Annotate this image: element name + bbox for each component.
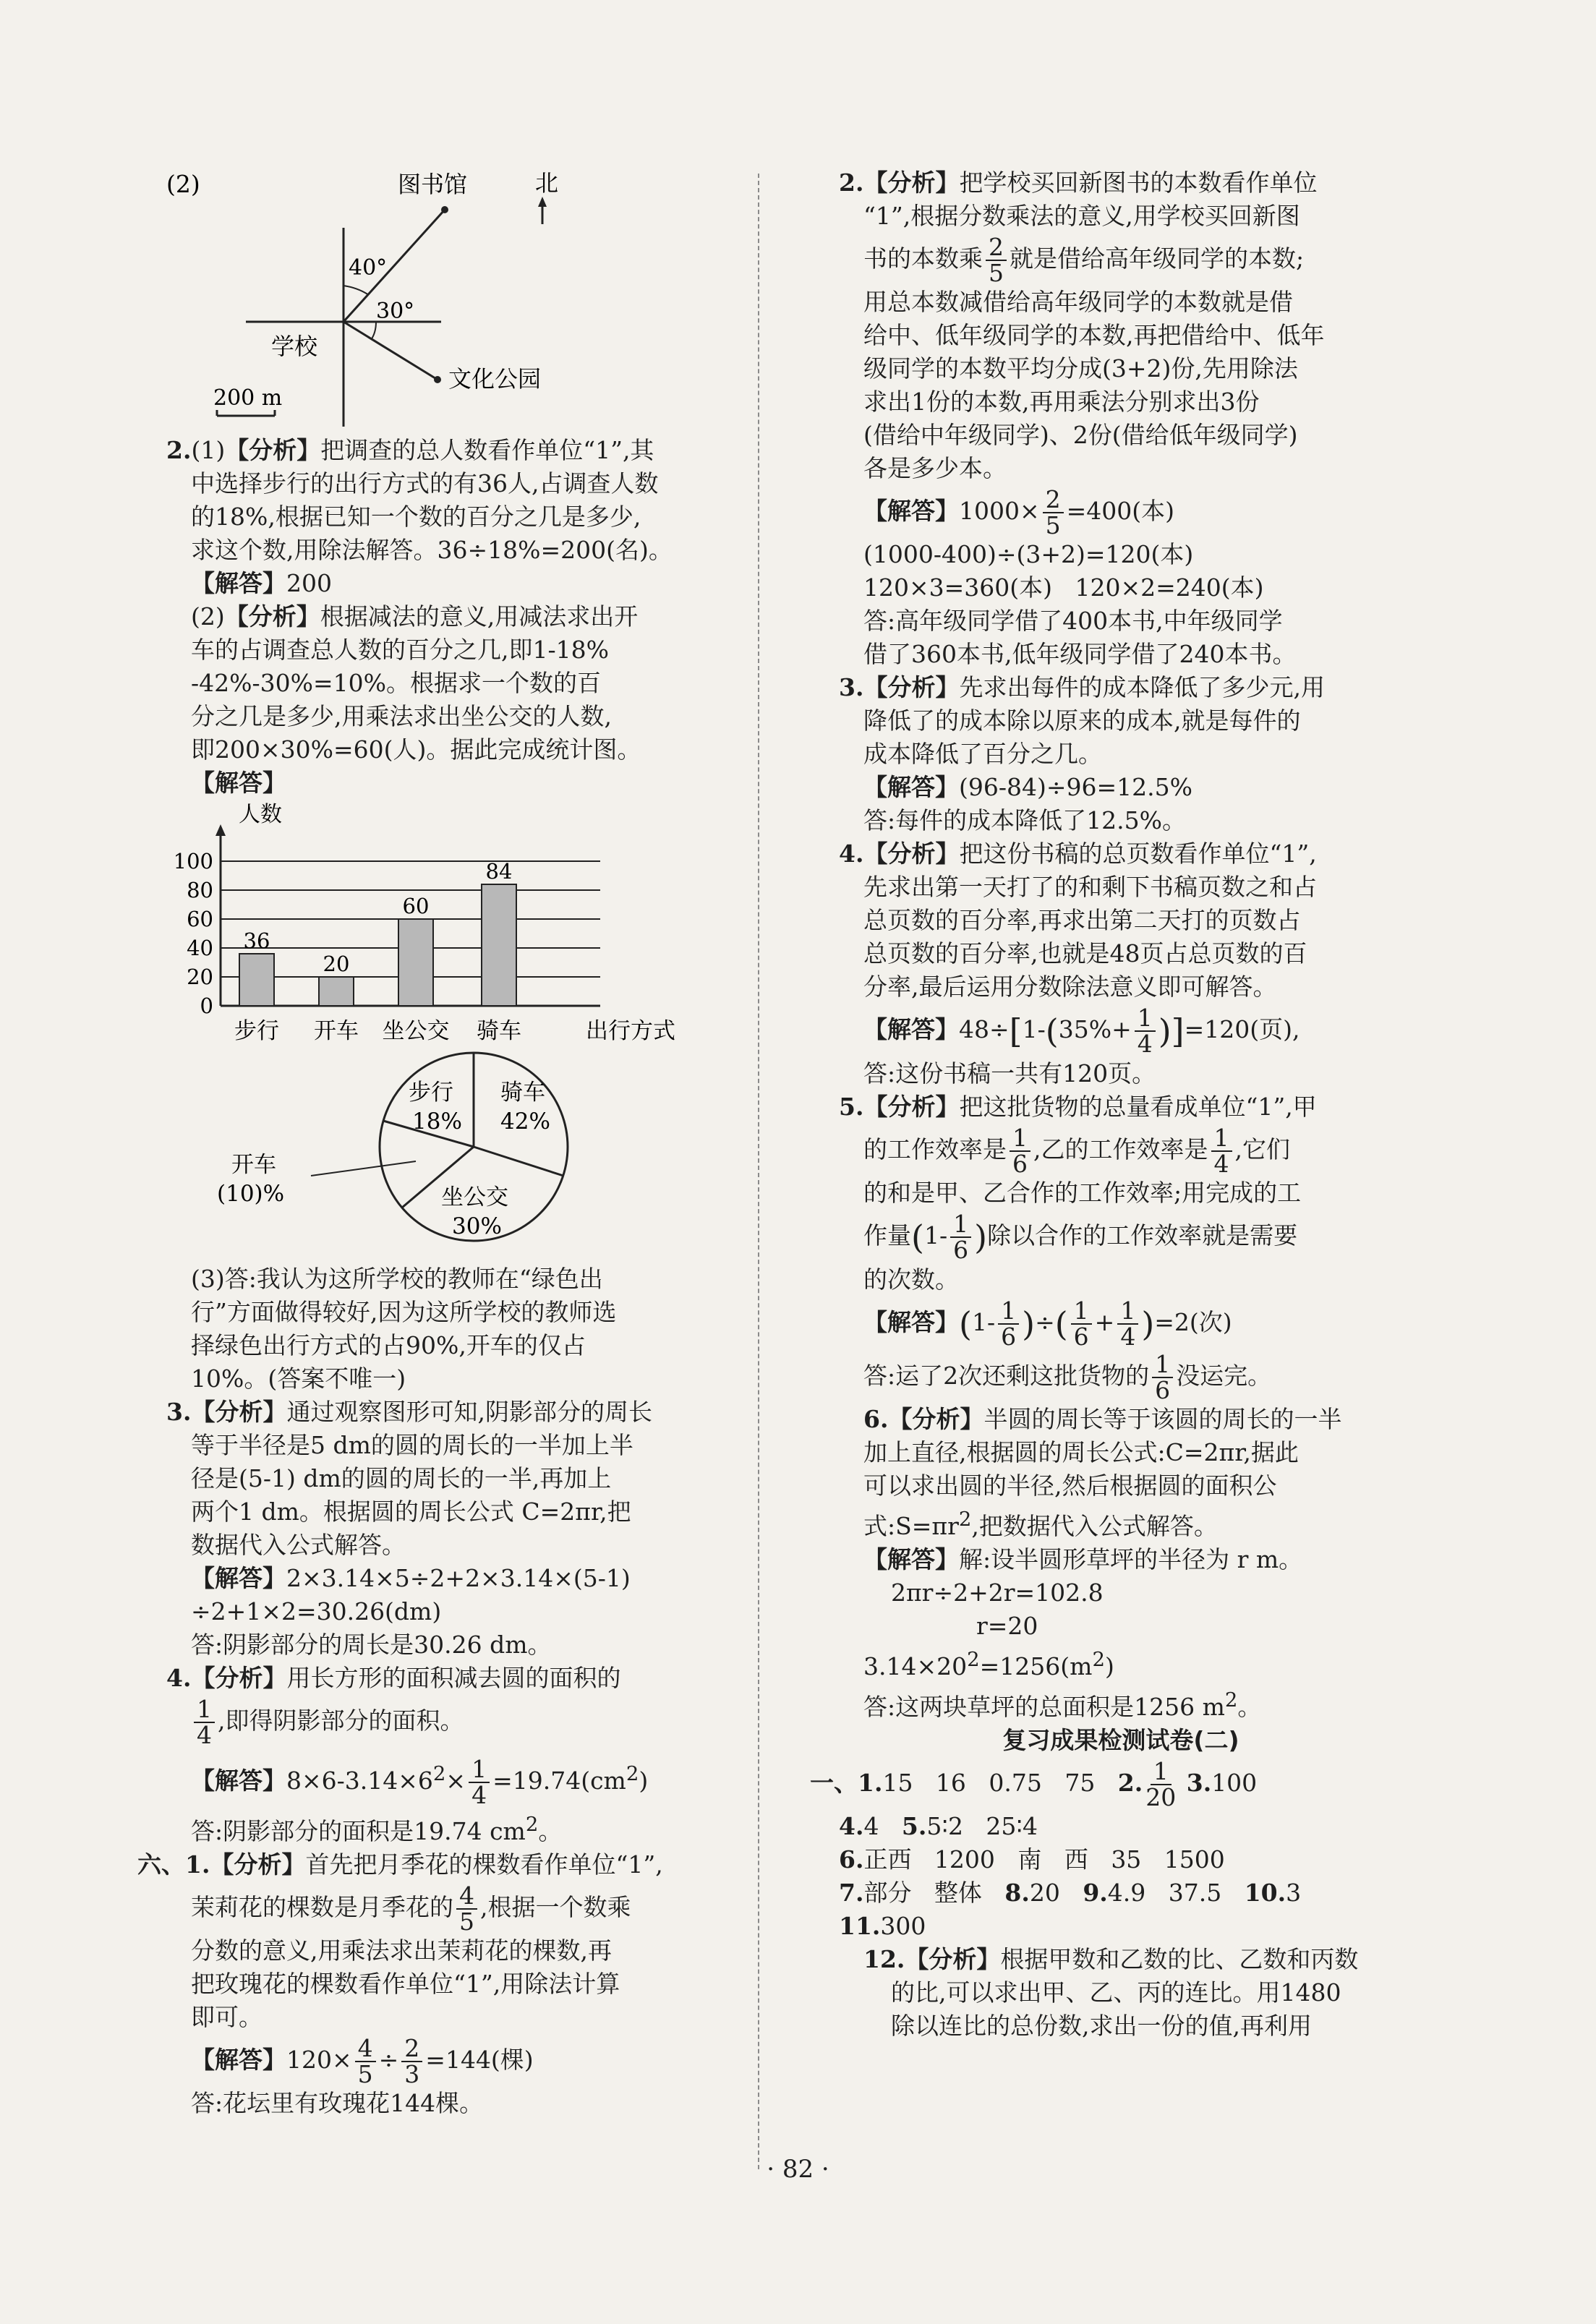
page-number: · 82 · xyxy=(767,2155,829,2184)
x-category-label: 步行 xyxy=(234,1018,279,1044)
right-column xyxy=(810,166,1403,2043)
scale-label: 200 m xyxy=(213,385,283,411)
pie-bus-pct: 30% xyxy=(452,1213,502,1239)
pie-walk-pct: 18% xyxy=(412,1108,462,1135)
column-divider xyxy=(758,174,759,2169)
x-category-label: 骑车 xyxy=(477,1018,521,1044)
question-3: 3.【分析】通过观察图形可知,阴影部分的周长 等于半径是5 dm的圆的周长的一半加上半 径是(5-1) dm的圆的周长的一半,再加上 两个1 dm。根据圆的周长公式 C=2πr,把 数据代入公式解答。 【解答】2×3.14×5÷2+2×3.14×(5-1) ÷2+1×2=30.26(dm) 答:阴影部分的周长是30.26 dm。 xyxy=(166,1398,652,1659)
question-6-1: 六、1.【分析】首先把月季花的棵数看作单位“1”, 茉莉花的棵数是月季花的 $\frac{4}{5}$ ,根据一个数乘 分数的意义,用乘法求出茉莉花的棵数,再 把玫瑰花的棵数看作单位“1”,用除法计算 即可。 【解答】120× $\frac{4}{5}$ ÷ $\frac{2}{3}$ =144(棵) 答:花坛里有玫瑰花144棵。 xyxy=(137,1850,663,2117)
question-r2: 2.【分析】把学校买回新图书的本数看作单位 “1”,根据分数乘法的意义,用学校买回新图 书的本数乘 $\frac{2}{5}$ 就是借给高年级同学的本数; 用总本数减借给高年级同学的本数就是借 给中、低年级同学的本数,再把借给中、低年 级同学的本数平均分成(3+2)份,先用除法 求出1份的本数,再用乘法分别求出3份 (借给中年级同学)、2份(借给低年级同学) 各是多少本。 【解答】1000× $\frac{2}{5}$ =400(本) (1000-400)÷(3+2)=120(本) 120×3=360(本) 120×2=240(本) 答:高年级同学借了400本书,中年级同学 借了360本书,低年级同学借了240本书。 xyxy=(839,168,1325,668)
pie-chart xyxy=(166,1046,730,1263)
y-tick-label: 0 xyxy=(200,994,213,1018)
answers-section-1: 一、1.15 16 0.75 75 2. $\frac{1}{20}$ 3.100 4.4 5.5∶2 25∶4 6.正西 1200 南 西 35 1500 7.部分 整体 8.20 9.4.9 37.5 10.3 11.300 xyxy=(810,1757,1302,1940)
x-category-label: 开车 xyxy=(314,1018,359,1044)
school-label: 学校 xyxy=(271,333,318,360)
pie-ride-pct: 42% xyxy=(500,1108,550,1135)
question-r4: 4.【分析】把这份书稿的总页数看作单位“1”, 先求出第一天打了的和剩下书稿页数之和占 总页数的百分率,再求出第二天打的页数占 总页数的百分率,也就是48页占总页数的百 分率,最后运用分数除法意义即可解答。 【解答】48÷[1-(35%+ $\frac{1}{4}$ )]=120(页), 答:这份书稿一共有120页。 xyxy=(839,840,1317,1088)
test-title: 复习成果检测试卷(二) xyxy=(1002,1726,1239,1754)
chart-ylabel: 人数 xyxy=(239,802,282,827)
y-tick-label: 40 xyxy=(187,936,213,960)
angle-30-label: 30° xyxy=(376,299,415,324)
y-tick-label: 20 xyxy=(187,965,213,989)
park-label: 文化公园 xyxy=(448,365,542,393)
bar-value-label: 60 xyxy=(402,894,430,918)
bar-2 xyxy=(319,977,354,1006)
y-tick-label: 80 xyxy=(187,878,213,902)
y-tick-label: 100 xyxy=(173,849,213,873)
chart-xlabel: 出行方式 xyxy=(586,1018,675,1044)
pie-drive-label: 开车 xyxy=(231,1152,276,1178)
x-category-label: 坐公交 xyxy=(382,1018,450,1044)
bar-value-label: 84 xyxy=(485,859,513,884)
map-part-label: (2) xyxy=(166,170,200,198)
question-2-3: (3)答:我认为这所学校的教师在“绿色出 行”方面做得较好,因为这所学校的教师选 择绿色出行方式的占90%,开车的仅占 10%。(答案不唯一) xyxy=(191,1265,617,1393)
angle-40-label: 40° xyxy=(349,255,388,281)
question-r3: 3.【分析】先求出每件的成本降低了多少元,用 降低了的成本除以原来的成本,就是每件的 成本降低了百分之几。 【解答】(96-84)÷96=12.5% 答:每件的成本降低了12.5%。 xyxy=(839,673,1325,834)
bar-1 xyxy=(239,954,274,1006)
bar-value-label: 20 xyxy=(323,952,350,976)
left-column xyxy=(137,166,730,2120)
bar-3 xyxy=(398,919,433,1006)
question-2-1: 2.(1)【分析】把调查的总人数看作单位“1”,其 中选择步行的出行方式的有36人,占调查人数 的18%,根据已知一个数的百分之几是多少, 求这个数,用除法解答。36÷18%=200(名)。 【解答】200 xyxy=(166,436,673,597)
question-r12: 12.【分析】根据甲数和乙数的比、乙数和丙数 的比,可以求出甲、乙、丙的连比。用1480 除以连比的总份数,求出一份的值,再利用 xyxy=(863,1945,1359,2040)
library-label: 图书馆 xyxy=(398,171,468,198)
y-tick-label: 60 xyxy=(187,907,213,931)
bar-4 xyxy=(482,884,516,1006)
y-axis-arrow xyxy=(215,824,226,836)
bar-value-label: 36 xyxy=(243,928,270,953)
direction-map xyxy=(159,166,723,434)
question-r5: 5.【分析】把这批货物的总量看成单位“1”,甲 的工作效率是 $\frac{1}{6}$ ,乙的工作效率是 $\frac{1}{4}$ ,它们 的和是甲、乙合作的工作效率;用完成的工 作量(1- $\frac{1}{6}$ )除以合作的工作效率就是需要 的次数。 【解答】(1- $\frac{1}{6}$ )÷( $\frac{1}{6}$ + $\frac{1}{4}$ )=2(次) 答:运了2次还剩这批货物的 $\frac{1}{6}$ 没运完。 xyxy=(839,1093,1317,1404)
question-4: 4.【分析】用长方形的面积减去圆的面积的 $\frac{1}{4}$ ,即得阴影部分的面积。 【解答】$8\times 6-3.14\times 6^2\times$ $\frac{1}{4}$ $=19.74(cm^2)$ 答:阴影部分的面积是19.74 $cm^2$。 xyxy=(166,1664,649,1845)
pie-bus-label: 坐公交 xyxy=(441,1184,508,1210)
bar-chart xyxy=(166,800,730,1046)
question-r6: 6.【分析】半圆的周长等于该圆的周长的一半 加上直径,根据圆的周长公式:C=2πr,据此 可以求出圆的半径,然后根据圆的面积公 式$:S=\pi r^2$,把数据代入公式解答。 【解答】解:设半圆形草坪的半径为 r m。 2πr÷2+2r=102.8 r=20 $3.14\times 20^2=1256(m^2)$ 答:这两块草坪的总面积是1256 $m^2$。 xyxy=(863,1405,1342,1721)
pie-walk-label: 步行 xyxy=(409,1080,453,1106)
pie-ride-label: 骑车 xyxy=(500,1080,545,1106)
question-2-2: (2)【分析】根据减法的意义,用减法求出开 车的占调查总人数的百分之几,即1-18% -42%-30%=10%。根据求一个数的百 分之几是多少,用乘法求出坐公交的人数, 即200×30%=60(人)。据此完成统计图。 【解答】 xyxy=(191,602,641,797)
pie-drive-pct: (10)% xyxy=(217,1181,285,1207)
north-label: 北 xyxy=(535,169,559,197)
